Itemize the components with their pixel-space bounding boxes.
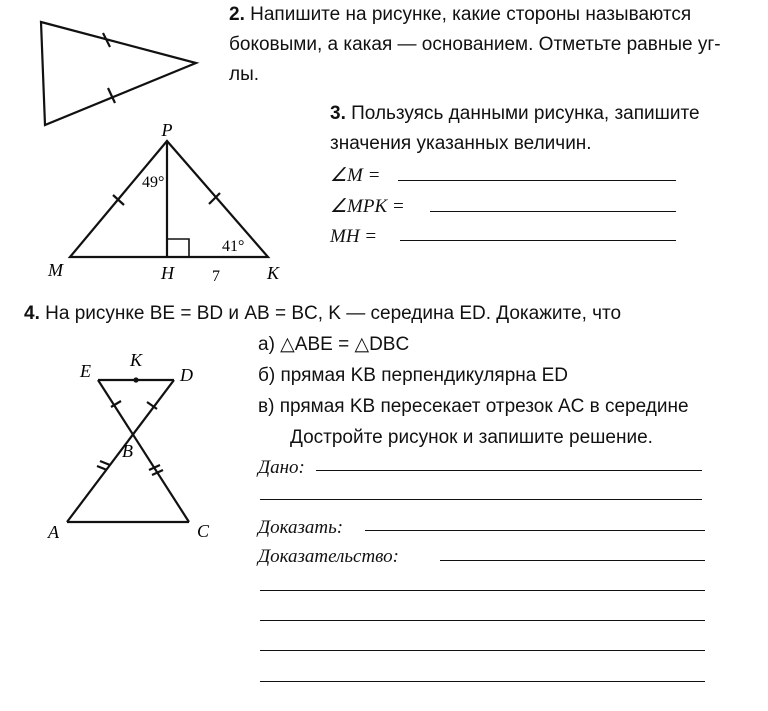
segment-ec <box>98 380 189 522</box>
task2-line1 <box>229 2 691 28</box>
task4-part-c: в) прямая KB пересекает отрезок AC в середине <box>258 396 689 417</box>
label-p: P <box>161 120 173 140</box>
angle-41: 41° <box>222 238 245 255</box>
question-angle-mpk: ∠MPK = <box>330 196 405 217</box>
answer-line-angle-m[interactable] <box>398 180 676 181</box>
angle-49: 49° <box>142 174 165 191</box>
answer-line-angle-mpk[interactable] <box>430 211 676 212</box>
task4-part-b: б) прямая KB перпендикулярна ED <box>258 365 568 386</box>
proof-answer-line-5[interactable] <box>260 681 705 682</box>
task3-line2: значения указанных величин. <box>330 133 592 154</box>
task4-part-a: а) △ABE = △DBC <box>258 334 410 355</box>
task3-line1 <box>330 101 700 127</box>
question-angle-m: ∠M = <box>330 165 381 186</box>
tick-mark <box>108 88 115 103</box>
label-k4: K <box>130 350 143 370</box>
proof-answer-line-3[interactable] <box>260 620 705 621</box>
task2-number: 2. <box>229 4 245 25</box>
task3-text1: Пользуясь данными рисунка, запишите <box>351 103 700 124</box>
task4-number: 4. <box>24 303 40 324</box>
prove-label: Доказать: <box>258 517 344 538</box>
proof-answer-line-2[interactable] <box>260 590 705 591</box>
point-k <box>133 377 138 382</box>
given-label: Дано: <box>258 457 305 478</box>
task3-number: 3. <box>330 103 346 124</box>
label-k: K <box>267 263 280 283</box>
task4-instruction: Достройте рисунок и запишите решение. <box>290 427 653 448</box>
label-d: D <box>180 365 193 385</box>
proof-answer-line-4[interactable] <box>260 650 705 651</box>
question-mh: MH = <box>330 226 378 247</box>
answer-line-mh[interactable] <box>400 240 676 241</box>
double-tick-mark <box>100 461 110 465</box>
given-answer-line[interactable] <box>316 470 702 471</box>
isosceles-triangle-figure <box>41 22 196 125</box>
right-angle-mark <box>167 239 189 257</box>
given-answer-line-2[interactable] <box>260 499 702 500</box>
label-e: E <box>80 361 91 381</box>
task4-statement: На рисунке BE = BD и AB = BC, K — середина ED. Докажите, что <box>45 303 622 324</box>
triangle-outline <box>41 22 196 125</box>
double-tick-mark <box>97 466 107 470</box>
task2-line3: лы. <box>229 64 260 85</box>
label-c: C <box>197 521 210 541</box>
task2-line2: боковыми, а какая — основанием. Отметьте равные уг- <box>229 34 721 55</box>
task2-text1: Напишите на рисунке, какие стороны называются <box>250 4 692 25</box>
prove-answer-line[interactable] <box>365 530 705 531</box>
segment-hk-length: 7 <box>212 268 220 285</box>
label-h: H <box>161 263 174 283</box>
proof-answer-line-1[interactable] <box>440 560 705 561</box>
label-a: A <box>48 522 59 542</box>
label-m: M <box>48 260 63 280</box>
proof-label: Доказательство: <box>258 546 400 567</box>
task4-statement-line <box>24 301 621 327</box>
label-b: B <box>122 441 133 461</box>
